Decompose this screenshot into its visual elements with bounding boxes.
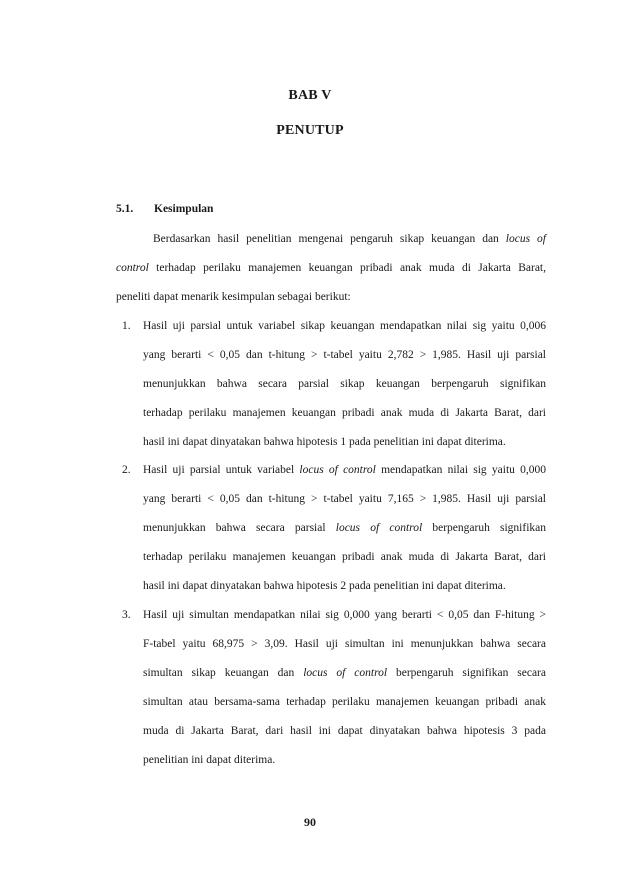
section-heading [116,203,213,215]
section-number: 5.1. [116,203,134,215]
list-item-line: hasil ini dapat dinyatakan bahwa hipotesis 1 pada penelitian ini dapat diterima. [143,436,506,448]
list-item-line: Hasil uji parsial untuk variabel sikap keuangan mendapatkan nilai sig yaitu 0,006 [143,320,546,332]
list-item-line [143,464,546,476]
list-item-text: Hasil uji parsial untuk variabel [143,464,300,476]
list-item-line: F-tabel yaitu 68,975 > 3,09. Hasil uji simultan ini menunjukkan bahwa secara [143,638,546,650]
chapter-label: BAB V [288,88,332,103]
list-item-text: berpengaruh signifikan [422,522,547,534]
list-item-number: 2. [122,464,131,476]
list-item-emphasis: locus of control [303,667,388,679]
list-item-line: terhadap perilaku manajemen keuangan pribadi anak muda di Jakarta Barat, dari [143,551,546,563]
intro-line [116,262,546,274]
page-number: 90 [304,815,316,829]
list-item-number: 3. [122,609,131,621]
list-item-line: muda di Jakarta Barat, dari hasil ini dapat dinyatakan bahwa hipotesis 3 pada [143,725,546,737]
list-item-emphasis: locus of control [335,522,423,534]
list-item-line: simultan atau bersama-sama terhadap perilaku manajemen keuangan pribadi anak [143,696,546,708]
list-item-text: berpengaruh signifikan secara [387,667,546,679]
list-item-line: hasil ini dapat dinyatakan bahwa hipotesis 2 pada penelitian ini dapat diterima. [143,580,506,592]
list-item-line [143,667,546,679]
list-item-number: 1. [122,320,131,332]
list-item-text: menunjukkan bahwa secara parsial [143,522,336,534]
chapter-title: PENUTUP [276,123,344,138]
list-item-line: penelitian ini dapat diterima. [143,754,276,766]
list-item-emphasis: locus of control [299,464,376,476]
intro-line: peneliti dapat menarik kesimpulan sebagai berikut: [116,291,351,303]
intro-line [153,233,546,245]
list-item-line: menunjukkan bahwa secara parsial sikap keuangan berpengaruh signifikan [143,378,546,390]
list-item-line: yang berarti < 0,05 dan t-hitung > t-tabel yaitu 2,782 > 1,985. Hasil uji parsial [143,349,546,361]
list-item-text: mendapatkan nilai sig yaitu 0,000 [375,464,546,476]
list-item-line [143,522,546,534]
intro-text: Berdasarkan hasil penelitian mengenai pengaruh sikap keuangan dan [153,233,506,245]
intro-emphasis: control [116,262,149,274]
list-item-text: simultan sikap keuangan dan [143,667,304,679]
section-title: Kesimpulan [154,203,214,215]
list-item-line: Hasil uji simultan mendapatkan nilai sig 0,000 yang berarti < 0,05 dan F-hitung > [143,609,546,621]
list-item-line: yang berarti < 0,05 dan t-hitung > t-tabel yaitu 7,165 > 1,985. Hasil uji parsial [143,493,546,505]
list-item-line: terhadap perilaku manajemen keuangan pribadi anak muda di Jakarta Barat, dari [143,407,546,419]
intro-emphasis: locus of [505,233,546,245]
intro-text: terhadap perilaku manajemen keuangan pribadi anak muda di Jakarta Barat, [148,262,546,274]
